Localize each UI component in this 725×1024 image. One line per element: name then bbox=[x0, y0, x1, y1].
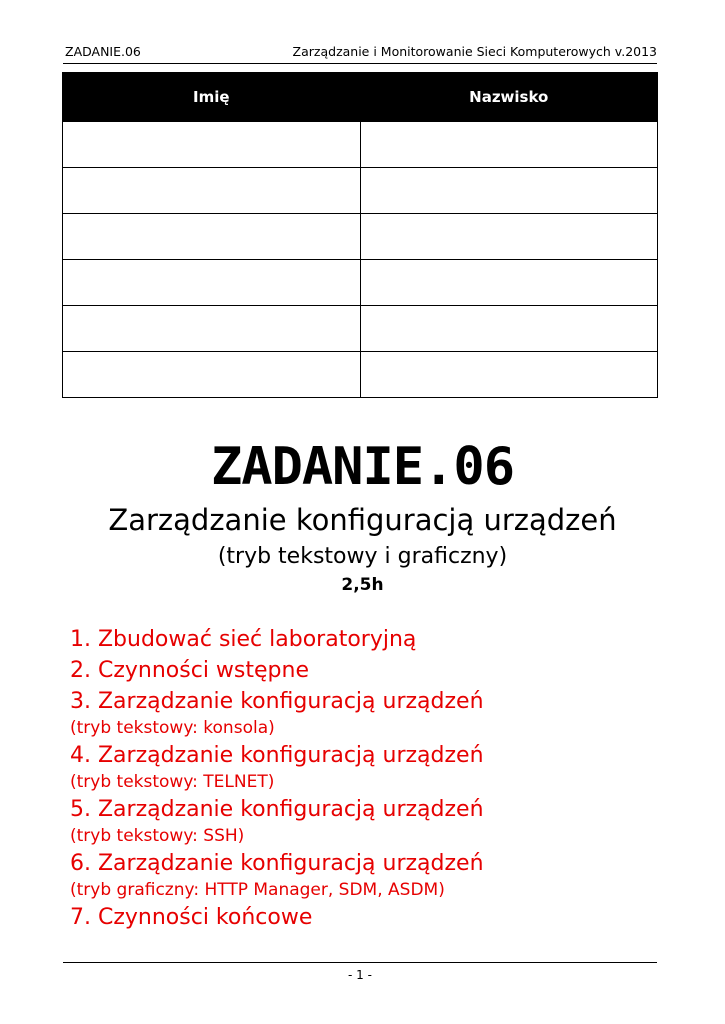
last-name-cell[interactable] bbox=[360, 214, 658, 260]
task-note: (tryb tekstowy: TELNET) bbox=[70, 772, 275, 792]
task-label: 1. Zbudować sieć laboratoryjną bbox=[70, 627, 417, 652]
table-row bbox=[63, 214, 658, 260]
last-name-cell[interactable] bbox=[360, 352, 658, 398]
last-name-cell[interactable] bbox=[360, 260, 658, 306]
list-item bbox=[70, 902, 690, 933]
first-name-cell[interactable] bbox=[63, 122, 361, 168]
task-note: (tryb graficzny: HTTP Manager, SDM, ASDM) bbox=[70, 880, 445, 900]
task-label: 7. Czynności końcowe bbox=[70, 905, 313, 930]
task-label: 2. Czynności wstępne bbox=[70, 658, 309, 683]
table-row bbox=[63, 352, 658, 398]
first-name-cell[interactable] bbox=[63, 260, 361, 306]
last-name-cell[interactable] bbox=[360, 306, 658, 352]
list-item bbox=[70, 848, 690, 902]
task-list bbox=[70, 624, 690, 933]
task-label: 5. Zarządzanie konfiguracją urządzeń bbox=[70, 797, 484, 822]
document-mode: (tryb tekstowy i graficzny) bbox=[217, 544, 508, 569]
task-note: (tryb tekstowy: konsola) bbox=[70, 718, 275, 738]
page-footer bbox=[63, 962, 657, 982]
document-subtitle: Zarządzanie konfiguracją urządzeń bbox=[108, 503, 617, 537]
list-item bbox=[70, 686, 690, 740]
last-name-cell[interactable] bbox=[360, 122, 658, 168]
header-left: ZADANIE.06 bbox=[65, 44, 141, 59]
first-name-cell[interactable] bbox=[63, 306, 361, 352]
task-note: (tryb tekstowy: SSH) bbox=[70, 826, 245, 846]
first-name-cell[interactable] bbox=[63, 352, 361, 398]
table-row bbox=[63, 306, 658, 352]
last-name-cell[interactable] bbox=[360, 168, 658, 214]
page-number: - 1 - bbox=[348, 968, 372, 982]
table-row bbox=[63, 168, 658, 214]
column-header-first-name: Imię bbox=[63, 73, 361, 122]
list-item bbox=[70, 794, 690, 848]
list-item bbox=[70, 624, 690, 655]
document-title: ZADANIE.06 bbox=[210, 437, 515, 497]
task-label: 3. Zarządzanie konfiguracją urządzeń bbox=[70, 689, 484, 714]
column-header-last-name: Nazwisko bbox=[360, 73, 658, 122]
task-label: 6. Zarządzanie konfiguracją urządzeń bbox=[70, 851, 484, 876]
table-row bbox=[63, 122, 658, 168]
first-name-cell[interactable] bbox=[63, 214, 361, 260]
table-header-row bbox=[63, 73, 658, 122]
task-label: 4. Zarządzanie konfiguracją urządzeń bbox=[70, 743, 484, 768]
list-item bbox=[70, 740, 690, 794]
document-duration: 2,5h bbox=[341, 575, 384, 595]
first-name-cell[interactable] bbox=[63, 168, 361, 214]
page-header bbox=[63, 41, 657, 64]
names-table bbox=[62, 72, 658, 398]
list-item bbox=[70, 655, 690, 686]
header-right: Zarządzanie i Monitorowanie Sieci Komputerowych v.2013 bbox=[292, 44, 657, 59]
table-row bbox=[63, 260, 658, 306]
